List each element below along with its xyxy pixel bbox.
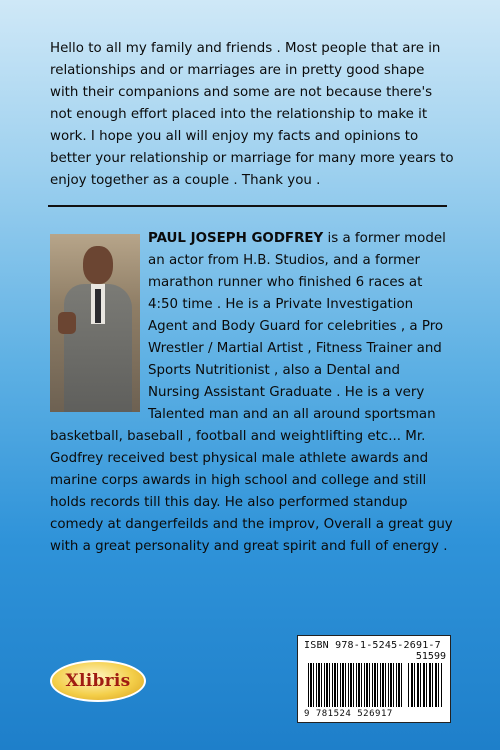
isbn-label: ISBN 978-1-5245-2691-7	[304, 640, 441, 651]
author-name: PAUL JOSEPH GODFREY	[148, 231, 324, 246]
price-code: 51599	[415, 651, 446, 662]
author-bio-text: is a former model an actor from H.B. Studios, and a former marathon runner who finished 6 races at 4:50 time . He is a Private Investigation Agent and Body Guard for celebrities , a Pro Wrestler / Martial Artist , Fitness Trainer and Sports Nutritionist , also a Dental and Nursing Assistant Graduate . He is a very Talented man and an all around sportsman basketball, baseball , football and weightlifting etc... Mr. Godfrey received best physical male athlete awards and marine corps awards in high school and college and still holds records till this day. He also performed standup comedy at dangerfeilds and the improv, Overall a great guy with a great personality and great spirit and full of energy .	[50, 231, 453, 554]
author-bio	[50, 228, 455, 558]
author-photo	[50, 234, 140, 412]
isbn-barcode	[297, 635, 451, 723]
publisher-logo-text: Xlibris	[65, 671, 131, 691]
barcode-bars	[308, 663, 404, 707]
thumbs-up-icon	[58, 312, 76, 334]
section-divider	[48, 205, 447, 207]
author-tie-shape	[95, 289, 101, 323]
author-head-shape	[83, 246, 113, 284]
publisher-logo	[50, 660, 146, 702]
intro-text: Hello to all my family and friends . Most people that are in relationships and or marriages are in pretty good shape with their companions and some are not because there's not enough effort placed into the relationship to make it work. I hope you all will enjoy my facts and opinions to better your relationship or marriage for many more years to enjoy together as a couple . Thank you .	[50, 41, 454, 188]
barcode-digits: 9 781524 526917	[304, 709, 393, 719]
price-barcode-bars	[408, 663, 442, 707]
